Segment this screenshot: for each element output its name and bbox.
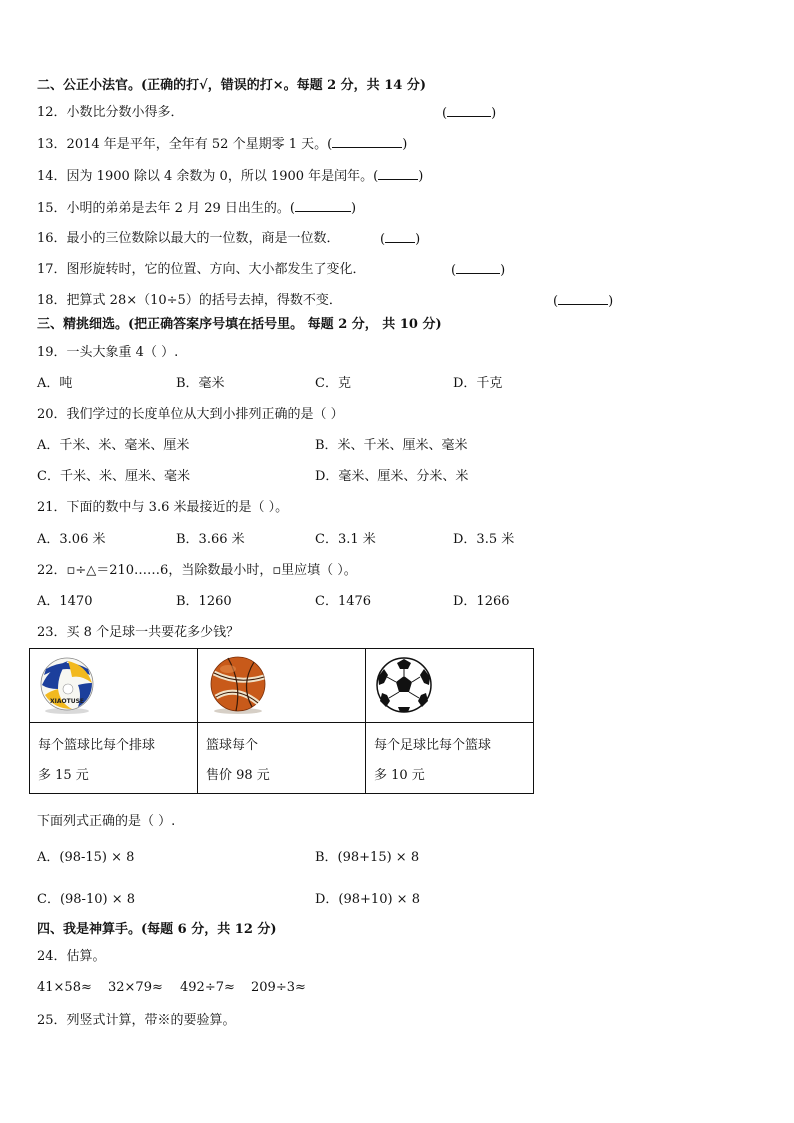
- q20-option-d[interactable]: D．毫米、厘米、分米、米: [315, 469, 469, 484]
- q23-option-d[interactable]: D．(98+10) × 8: [315, 892, 420, 907]
- answer-blank[interactable]: [295, 199, 351, 212]
- question-13: 13．2014 年是平年，全年有 52 个星期零 1 天。( ): [37, 137, 408, 152]
- question-23-prompt: 下面列式正确的是（ ）.: [37, 814, 176, 829]
- cell-3-line-2: 多 10 元: [374, 768, 425, 783]
- section-4-heading: 四、我是神算手。(每题 6 分，共 12 分): [37, 922, 277, 937]
- q19-option-b[interactable]: B．毫米: [176, 376, 225, 391]
- volleyball-cell: [30, 649, 198, 723]
- question-17: 17．图形旋转时，它的位置、方向、大小都发生了变化．: [37, 262, 366, 277]
- q21-option-a[interactable]: A．3.06 米: [37, 532, 106, 547]
- answer-blank[interactable]: [332, 135, 402, 148]
- cell-2-line-1: 篮球每个: [206, 738, 259, 753]
- cell-1-line-1: 每个篮球比每个排球: [38, 738, 156, 753]
- estimate-item-4: 209÷3≈: [251, 980, 306, 995]
- q22-option-b[interactable]: B．1260: [176, 594, 232, 609]
- q23-option-b[interactable]: B．(98+15) × 8: [315, 850, 420, 865]
- question-22: 22．▫÷△＝210……6，当除数最小时，▫里应填（ ）。: [37, 563, 357, 578]
- question-23: 23．买 8 个足球一共要花多少钱？: [37, 625, 240, 640]
- answer-paren-16[interactable]: ( ): [380, 232, 421, 247]
- ball-price-table: [29, 648, 534, 794]
- question-20: 20．我们学过的长度单位从大到小排列正确的是（ ）: [37, 407, 344, 422]
- basketball-icon: [206, 655, 270, 715]
- answer-blank[interactable]: [558, 292, 608, 305]
- q20-option-c[interactable]: C．千米、米、厘米、毫米: [37, 469, 190, 484]
- question-15: 15．小明的弟弟是去年 2 月 29 日出生的。( ): [37, 201, 357, 216]
- estimate-item-3: 492÷7≈: [180, 980, 235, 995]
- cell-3-line-1: 每个足球比每个篮球: [374, 738, 492, 753]
- football-vs-basketball-cell: [366, 723, 534, 794]
- q20-option-b[interactable]: B．米、千米、厘米、毫米: [315, 438, 468, 453]
- question-24: 24．估算。: [37, 949, 106, 964]
- question-14: 14．因为 1900 除以 4 余数为 0，所以 1900 年是闰年。( ): [37, 169, 424, 184]
- cell-1-line-2: 多 15 元: [38, 768, 89, 783]
- q22-option-a[interactable]: A．1470: [37, 594, 93, 609]
- basketball-cell: [198, 649, 366, 723]
- q19-option-d[interactable]: D．千克: [453, 376, 503, 391]
- cell-2-line-2: 售价 98 元: [206, 768, 270, 783]
- q21-option-d[interactable]: D．3.5 米: [453, 532, 515, 547]
- q22-option-c[interactable]: C．1476: [315, 594, 372, 609]
- q19-option-a[interactable]: A．吨: [37, 376, 73, 391]
- question-12-text: 12．小数比分数小得多．: [37, 105, 184, 120]
- question-18: 18．把算式 28×（10÷5）的括号去掉，得数不变．: [37, 293, 342, 308]
- answer-blank[interactable]: [447, 104, 491, 117]
- q22-option-d[interactable]: D．1266: [453, 594, 510, 609]
- answer-paren-18[interactable]: ( ): [553, 294, 614, 309]
- basketball-price-cell: [198, 723, 366, 794]
- volleyball-icon: [38, 655, 96, 715]
- question-12: [37, 104, 184, 122]
- football-icon: [374, 655, 434, 715]
- question-25: 25．列竖式计算，带※的要验算。: [37, 1013, 236, 1028]
- q23-option-a[interactable]: A．(98-15) × 8: [37, 850, 135, 865]
- football-cell: [366, 649, 534, 723]
- question-19: 19．一头大象重 4（ ）.: [37, 345, 179, 360]
- volleyball-brand: XIAOTUSE: [50, 698, 84, 705]
- answer-blank[interactable]: [456, 261, 500, 274]
- answer-paren-12[interactable]: ( ): [442, 106, 497, 121]
- q23-option-c[interactable]: C．(98-10) × 8: [37, 892, 135, 907]
- estimate-item-1: 41×58≈: [37, 980, 92, 995]
- q21-option-b[interactable]: B．3.66 米: [176, 532, 245, 547]
- answer-blank[interactable]: [378, 167, 418, 180]
- q20-option-a[interactable]: A．千米、米、毫米、厘米: [37, 438, 190, 453]
- answer-blank[interactable]: [385, 230, 415, 243]
- section-2-heading: 二、公正小法官。(正确的打√，错误的打×。每题 2 分，共 14 分): [37, 78, 426, 93]
- basketball-vs-volleyball-cell: [30, 723, 198, 794]
- answer-paren-17[interactable]: ( ): [451, 263, 506, 278]
- q21-option-c[interactable]: C．3.1 米: [315, 532, 376, 547]
- question-16: 16．最小的三位数除以最大的一位数，商是一位数．: [37, 231, 340, 246]
- q19-option-c[interactable]: C．克: [315, 376, 351, 391]
- section-3-heading: 三、精挑细选。(把正确答案序号填在括号里。 每题 2 分， 共 10 分): [37, 317, 442, 332]
- estimate-item-2: 32×79≈: [108, 980, 163, 995]
- question-21: 21．下面的数中与 3.6 米最接近的是（ ）。: [37, 500, 289, 515]
